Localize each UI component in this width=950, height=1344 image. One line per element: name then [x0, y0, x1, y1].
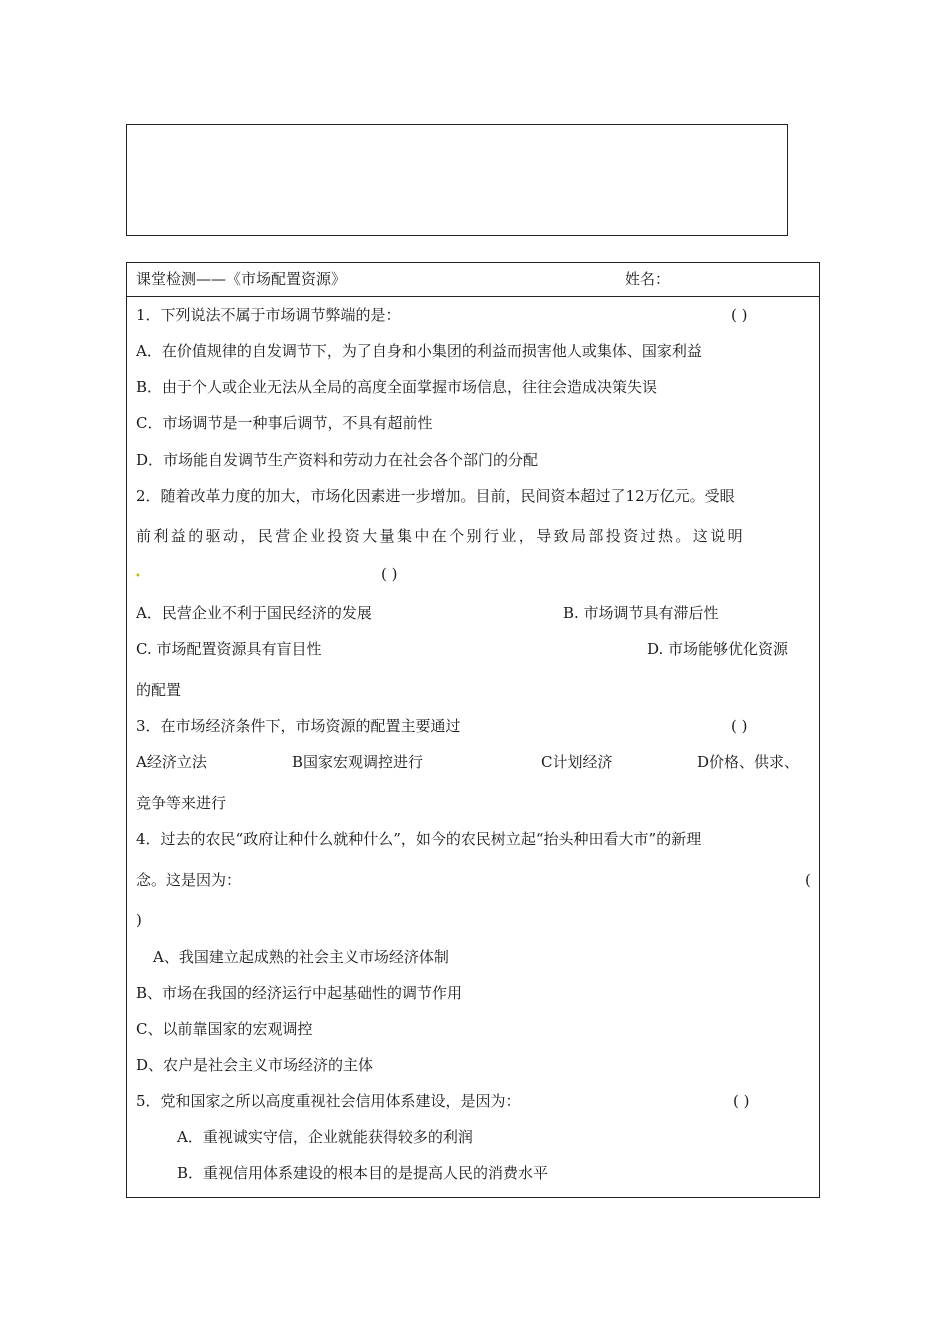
q4-option-b: B、市场在我国的经济运行中起基础性的调节作用 — [136, 984, 463, 1002]
q1-stem: 1．下列说法不属于市场调节弊端的是： — [136, 306, 401, 324]
q3-paren: ( ) — [731, 717, 748, 735]
q2-option-d: D. 市场能够优化资源 — [647, 640, 789, 658]
q5-option-b: B．重视信用体系建设的根本目的是提高人民的消费水平 — [177, 1164, 549, 1182]
q5-stem: 5．党和国家之所以高度重视社会信用体系建设，是因为： — [136, 1092, 521, 1110]
q4-paren-close: ) — [136, 911, 142, 929]
q2-paren: ( ) — [381, 565, 398, 583]
marker-dot: • — [135, 571, 141, 582]
q3-option-a: A经济立法 — [136, 753, 207, 771]
q4-option-c: C、以前靠国家的宏观调控 — [136, 1020, 313, 1038]
q2-line2: 前利益的驱动，民营企业投资大量集中在个别行业，导致局部投资过热。这说明 — [136, 527, 746, 545]
q1-option-d: D．市场能自发调节生产资料和劳动力在社会各个部门的分配 — [136, 451, 539, 469]
q4-paren-open: ( — [805, 871, 811, 889]
q4-option-a: A、我国建立起成熟的社会主义市场经济体制 — [153, 948, 449, 966]
q3-option-d-cont: 竞争等来进行 — [136, 794, 227, 812]
q3-option-b: B国家宏观调控进行 — [292, 753, 424, 771]
q3-stem: 3．在市场经济条件下，市场资源的配置主要通过 — [136, 717, 461, 735]
q4-option-d: D、农户是社会主义市场经济的主体 — [136, 1056, 374, 1074]
q1-paren: ( ) — [731, 306, 748, 324]
quiz-table — [126, 262, 820, 1198]
q5-option-a: A．重视诚实守信，企业就能获得较多的利润 — [177, 1128, 473, 1146]
q2-line1: 2．随着改革力度的加大，市场化因素进一步增加。目前，民间资本超过了12万亿元。受眼 — [136, 487, 735, 505]
quiz-header — [127, 263, 819, 297]
q3-option-d: D价格、供求、 — [697, 753, 800, 771]
q2-option-d-cont: 的配置 — [136, 681, 182, 699]
q2-option-c: C. 市场配置资源具有盲目性 — [136, 640, 322, 658]
q5-paren: ( ) — [733, 1092, 750, 1110]
q2-option-a: A．民营企业不利于国民经济的发展 — [136, 604, 372, 622]
q4-line2: 念。这是因为： — [136, 871, 242, 889]
q1-option-a: A．在价值规律的自发调节下，为了自身和小集团的利益而损害他人或集体、国家利益 — [136, 342, 702, 360]
quiz-title: 课堂检测——《市场配置资源》 — [136, 270, 347, 288]
q4-line1: 4．过去的农民“政府让种什么就种什么”，如今的农民树立起“抬头种田看大市”的新理 — [136, 830, 702, 848]
empty-box — [126, 124, 788, 236]
q1-option-c: C．市场调节是一种事后调节，不具有超前性 — [136, 414, 433, 432]
q2-option-b: B. 市场调节具有滞后性 — [563, 604, 719, 622]
q3-option-c: C计划经济 — [541, 753, 613, 771]
q1-option-b: B．由于个人或企业无法从全局的高度全面掌握市场信息，往往会造成决策失误 — [136, 378, 658, 396]
name-label: 姓名： — [625, 270, 671, 288]
